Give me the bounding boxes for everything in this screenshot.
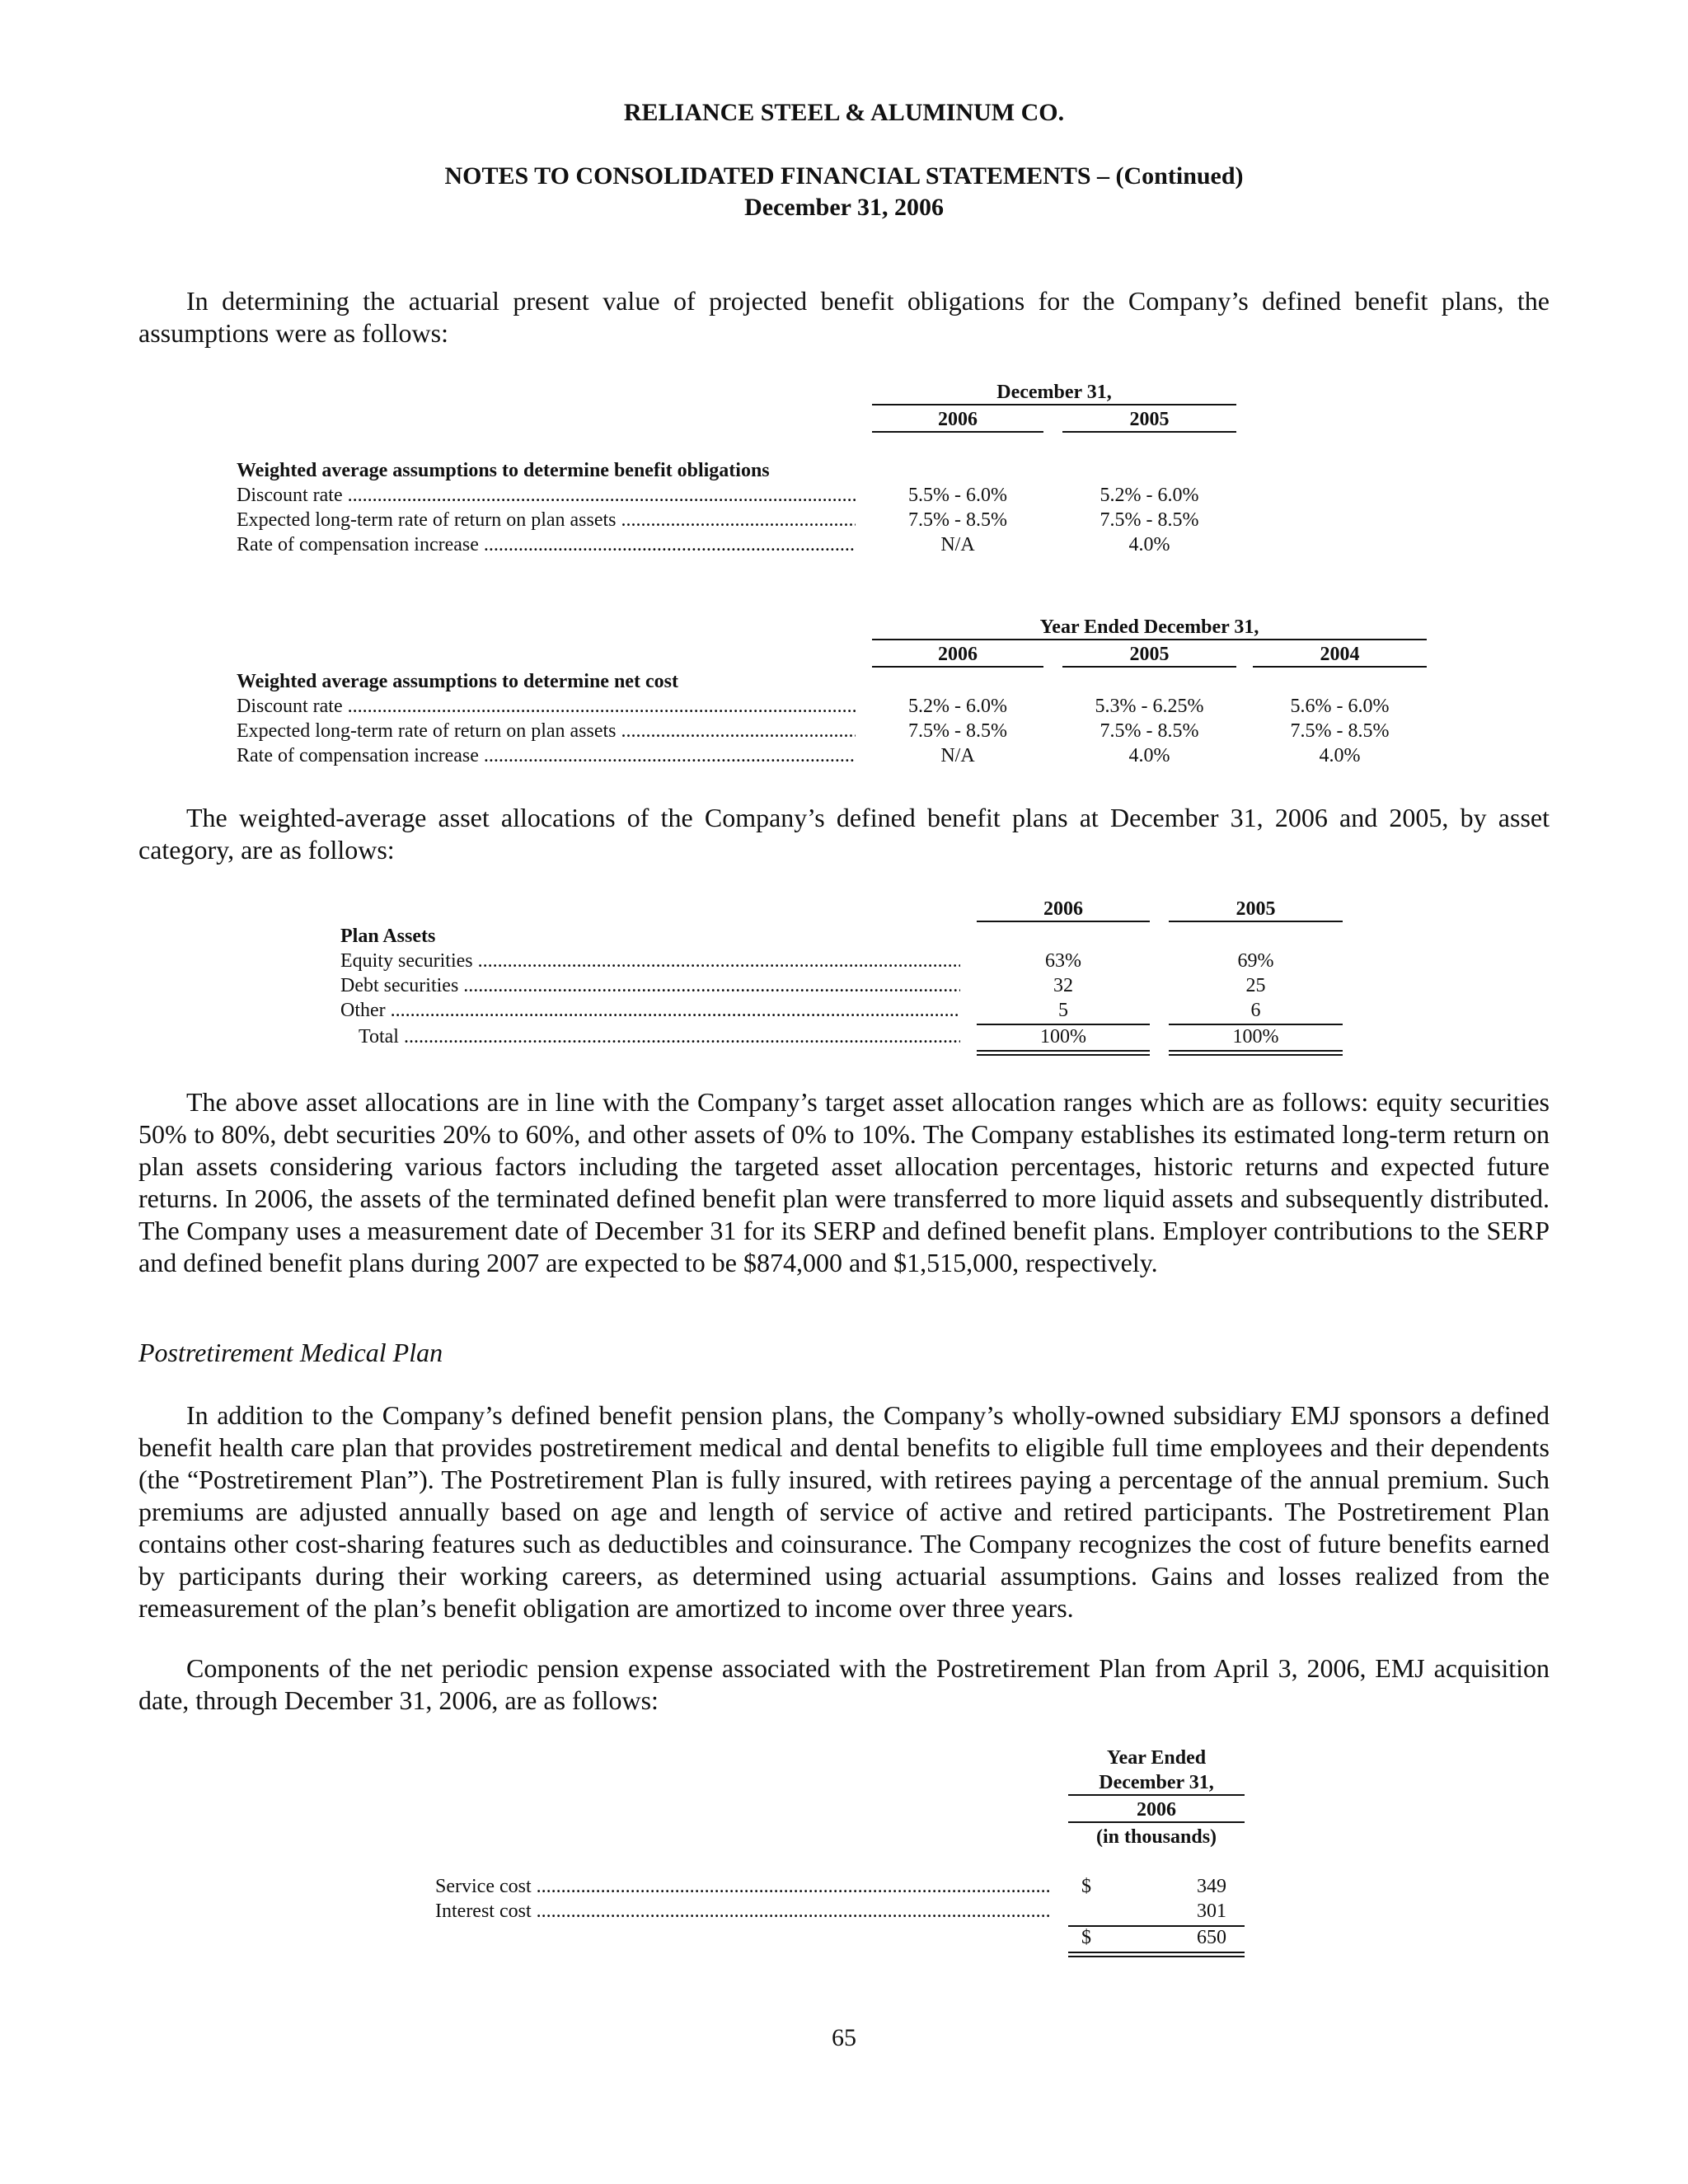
table3-subtotal-rule <box>977 1024 1150 1025</box>
table2-cell: 4.0% <box>1128 745 1170 766</box>
table3-row-label: Equity securities ..... <box>340 950 960 972</box>
table2-cell: 5.2% - 6.0% <box>908 696 1007 717</box>
table2-cell: 5.6% - 6.0% <box>1290 696 1390 717</box>
table2-col-2006: 2006 <box>872 644 1043 668</box>
table4-row-label: Service cost ..... <box>435 1876 1052 1898</box>
table3-row-label: Other ..... <box>340 1000 960 1022</box>
table1-cell: 5.5% - 6.0% <box>908 485 1007 506</box>
table4-cell: 349 <box>1197 1876 1226 1897</box>
table4-currency: $ <box>1081 1876 1091 1897</box>
table2-cell: 4.0% <box>1319 745 1361 766</box>
table3-cell: 69% <box>1237 950 1274 972</box>
table4-header-line1: Year Ended <box>1106 1747 1207 1769</box>
table2-row-label: Rate of compensation increase ..... <box>237 745 856 767</box>
table2-group-header: Year Ended December 31, <box>872 616 1427 640</box>
table2-cell: 7.5% - 8.5% <box>1100 720 1199 742</box>
table2-col-2004: 2004 <box>1253 644 1427 668</box>
table3-col-2006: 2006 <box>977 898 1150 922</box>
table3-section-title: Plan Assets <box>340 926 436 947</box>
table2-cell: N/A <box>940 745 975 766</box>
table4-cell: 301 <box>1197 1900 1226 1922</box>
table4-total-double-rule <box>1068 1952 1245 1957</box>
section-subheading: Postretirement Medical Plan <box>138 1338 443 1367</box>
table3-cell: 25 <box>1245 975 1266 996</box>
table1-row-label: Expected long-term rate of return on plan assets ..... <box>237 509 856 532</box>
table1-cell: N/A <box>940 534 975 555</box>
table1-row-label: Rate of compensation increase ..... <box>237 534 856 556</box>
table4-header-year: 2006 <box>1068 1799 1245 1823</box>
table3-total-label: Total ..... <box>359 1026 960 1048</box>
table1-cell: 7.5% - 8.5% <box>908 509 1007 531</box>
table2-cell: 5.3% - 6.25% <box>1095 696 1204 717</box>
table3-total-cell: 100% <box>1232 1026 1279 1047</box>
table2-cell: 7.5% - 8.5% <box>1290 720 1390 742</box>
table3-subtotal-rule <box>1169 1024 1343 1025</box>
table3-cell: 32 <box>1053 975 1073 996</box>
table1-cell: 7.5% - 8.5% <box>1100 509 1199 531</box>
table3-total-double-rule <box>977 1050 1150 1056</box>
table1-row-label: Discount rate ..... <box>237 485 856 507</box>
table3-col-2005: 2005 <box>1169 898 1343 922</box>
paragraph-intro: In determining the actuarial present value of projected benefit obligations for the Company’s defined benefit plans, the assumptions were as follows: <box>138 286 1550 348</box>
page-number: 65 <box>832 2024 856 2051</box>
table3-cell: 6 <box>1250 1000 1261 1021</box>
paragraph-net-periodic-expense: Components of the net periodic pension expense associated with the Postretirement Plan from April 3, 2006, EMJ acquisition date, through December 31, 2006, are as follows: <box>138 1653 1550 1715</box>
table4-total-cell: 650 <box>1197 1927 1226 1948</box>
paragraph-postretirement-plan: In addition to the Company’s defined benefit pension plans, the Company’s wholly-owned subsidiary EMJ sponsors a defined benefit health care plan that provides postretirement medical and dental benefits to eligible full time employees and their dependents (the “Postretirement Plan”). The Postretirement Plan is fully insured, with retirees paying a percentage of the annual premium. Such premiums are adjusted annually based on age and length of service of active and retired participants. The Postretirement Plan contains other cost-sharing features such as deductibles and coinsurance. The Company recognizes the cost of future benefits earned by participants during their working careers, as determined using actuarial assumptions. Gains and losses realized from the remeasurement of the plan’s benefit obligation are amortized to income over three years. <box>138 1400 1550 1623</box>
table3-row-label: Debt securities ..... <box>340 975 960 997</box>
table2-col-2005: 2005 <box>1062 644 1236 668</box>
statement-date: December 31, 2006 <box>744 194 944 221</box>
table2-row-label: Expected long-term rate of return on plan assets ..... <box>237 720 856 743</box>
table3-total-double-rule <box>1169 1050 1343 1056</box>
table2-cell: 7.5% - 8.5% <box>908 720 1007 742</box>
paragraph-target-allocation: The above asset allocations are in line with the Company’s target asset allocation ranges which are as follows: equity securities 50% to 80%, debt securities 20% to 60%, and other assets of 0% to 10%. The Company establishes its estimated long-term return on plan assets considering various factors including the targeted asset allocation percentages, historic returns and expected future returns. In 2006, the assets of the terminated defined benefit plan were transferred to more liquid assets and subsequently distributed. The Company uses a measurement date of December 31 for its SERP and defined benefit plans. Employer contributions to the SERP and defined benefit plans during 2007 are expected to be $874,000 and $1,515,000, respectively. <box>138 1087 1550 1277</box>
company-name: RELIANCE STEEL & ALUMINUM CO. <box>623 99 1065 126</box>
notes-title: NOTES TO CONSOLIDATED FINANCIAL STATEMENTS – (Continued) <box>444 162 1244 190</box>
table1-col-2006: 2006 <box>872 409 1043 433</box>
paragraph-asset-allocations: The weighted-average asset allocations of the Company’s defined benefit plans at December 31, 2006 and 2005, by asset category, are as follows: <box>138 803 1550 865</box>
table3-cell: 63% <box>1045 950 1081 972</box>
table1-section-title: Weighted average assumptions to determine benefit obligations <box>237 460 770 481</box>
table1-group-header: December 31, <box>872 382 1236 405</box>
table1-cell: 4.0% <box>1128 534 1170 555</box>
table1-col-2005: 2005 <box>1062 409 1236 433</box>
table4-currency: $ <box>1081 1927 1091 1948</box>
table4-header-units: (in thousands) <box>1095 1826 1217 1848</box>
table2-row-label: Discount rate ..... <box>237 696 856 718</box>
table3-total-cell: 100% <box>1040 1026 1086 1047</box>
table1-cell: 5.2% - 6.0% <box>1100 485 1199 506</box>
table3-cell: 5 <box>1058 1000 1068 1021</box>
table2-section-title: Weighted average assumptions to determine net cost <box>237 671 678 692</box>
table4-header-line2: December 31, <box>1068 1772 1245 1796</box>
table4-row-label: Interest cost ..... <box>435 1900 1052 1923</box>
